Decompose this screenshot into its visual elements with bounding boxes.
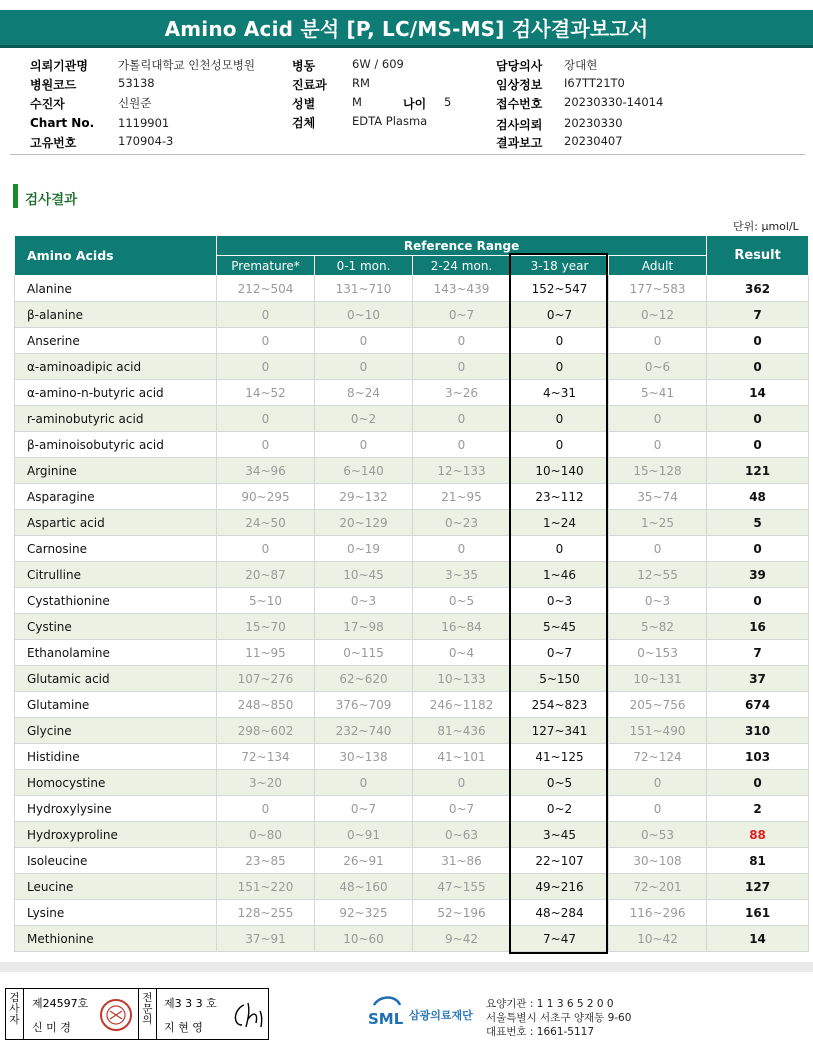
lab-logo [366,993,481,1033]
amino-acid-name: Aspartic acid [15,510,217,536]
info-right-3-label: 검사의뢰 [496,118,543,132]
reference-value: 23~112 [511,484,609,510]
reference-value: 0~7 [511,640,609,666]
result-value: 0 [707,328,809,354]
amino-acid-name: Glutamic acid [15,666,217,692]
tester-name: 신 미 경 [32,1021,71,1034]
reference-value: 72~124 [609,744,707,770]
reference-value: 0 [609,770,707,796]
reference-value: 49~216 [511,874,609,900]
reference-value: 47~155 [413,874,511,900]
reference-value: 0~7 [315,796,413,822]
signature-box [5,988,269,1040]
section-marker [13,184,18,208]
reference-value: 177~583 [609,276,707,302]
result-value: 121 [707,458,809,484]
reference-value: 0 [511,406,609,432]
reference-value: 0~19 [315,536,413,562]
amino-acid-name: Histidine [15,744,217,770]
table-row [15,432,809,458]
table-row [15,796,809,822]
amino-acid-name: Cystathionine [15,588,217,614]
reference-value: 62~620 [315,666,413,692]
info-right-0-label: 담당의사 [496,59,543,73]
info-left-0-label: 의뢰기관명 [30,59,88,73]
reference-value: 0~6 [609,354,707,380]
reference-value: 37~91 [217,926,315,952]
table-row [15,770,809,796]
amino-acid-name: Arginine [15,458,217,484]
table-row [15,926,809,952]
reference-value: 116~296 [609,900,707,926]
specialist-label: 전문의 [139,989,157,1039]
result-value: 81 [707,848,809,874]
table-row [15,536,809,562]
result-value: 310 [707,718,809,744]
reference-value: 20~129 [315,510,413,536]
info-mid-3-label: 검체 [292,116,316,130]
reference-value: 0 [511,536,609,562]
specialist-name: 지 현 영 [164,1021,203,1034]
results-table [14,235,809,952]
info-left-4-label: 고유번호 [30,136,77,150]
col-header-reference-range: Reference Range [217,236,707,256]
sub-header-3: 3-18 year [511,256,609,276]
reference-value: 0~23 [413,510,511,536]
result-value: 362 [707,276,809,302]
result-value: 39 [707,562,809,588]
reference-value: 0 [217,536,315,562]
result-value: 0 [707,354,809,380]
reference-value: 0 [609,328,707,354]
reference-value: 6~140 [315,458,413,484]
amino-acid-name: Glutamine [15,692,217,718]
unit-label: 단위: μmol/L [733,220,799,233]
reference-value: 3~35 [413,562,511,588]
result-value: 0 [707,536,809,562]
result-value: 7 [707,302,809,328]
reference-value: 0~7 [413,796,511,822]
reference-value: 0~5 [413,588,511,614]
amino-acid-name: β-aminoisobutyric acid [15,432,217,458]
reference-value: 254~823 [511,692,609,718]
reference-value: 0~7 [413,302,511,328]
reference-value: 35~74 [609,484,707,510]
tester-license: 제24597호 [32,997,89,1010]
sml-logo-icon [366,993,406,1033]
reference-value: 0 [413,328,511,354]
info-right-0-value: 장대현 [564,58,598,72]
reference-value: 0 [217,406,315,432]
info-left-2-label: 수진자 [30,97,65,111]
reference-value: 151~220 [217,874,315,900]
reference-value: 0~2 [315,406,413,432]
amino-acid-name: Alanine [15,276,217,302]
reference-value: 298~602 [217,718,315,744]
reference-value: 8~24 [315,380,413,406]
reference-value: 15~70 [217,614,315,640]
lab-info [486,997,631,1039]
col-header-amino-acids: Amino Acids [15,236,217,276]
amino-acid-name: Methionine [15,926,217,952]
reference-value: 0~3 [511,588,609,614]
reference-value: 0 [413,354,511,380]
reference-value: 0 [315,354,413,380]
table-row [15,900,809,926]
amino-acid-name: Ethanolamine [15,640,217,666]
reference-value: 10~131 [609,666,707,692]
info-right-4-label: 결과보고 [496,136,543,150]
info-left-4-value: 170904-3 [118,134,174,148]
reference-value: 81~436 [413,718,511,744]
reference-value: 0 [315,770,413,796]
reference-value: 0~2 [511,796,609,822]
result-value: 0 [707,770,809,796]
reference-value: 16~84 [413,614,511,640]
reference-value: 0~4 [413,640,511,666]
table-row [15,874,809,900]
reference-value: 1~25 [609,510,707,536]
reference-value: 0 [413,536,511,562]
reference-value: 4~31 [511,380,609,406]
reference-value: 3~20 [217,770,315,796]
footer-band [0,962,813,972]
reference-value: 0~80 [217,822,315,848]
table-row [15,718,809,744]
reference-value: 5~41 [609,380,707,406]
reference-value: 14~52 [217,380,315,406]
result-value: 14 [707,380,809,406]
reference-value: 232~740 [315,718,413,744]
reference-value: 246~1182 [413,692,511,718]
seal-stamp [98,997,134,1033]
reference-value: 9~42 [413,926,511,952]
logo-text: SML [368,1010,404,1028]
reference-value: 5~45 [511,614,609,640]
reference-value: 0~115 [315,640,413,666]
sub-header-1: 0-1 mon. [315,256,413,276]
reference-value: 0 [315,432,413,458]
amino-acid-name: Citrulline [15,562,217,588]
reference-value: 0 [609,406,707,432]
reference-value: 48~284 [511,900,609,926]
reference-value: 0~5 [511,770,609,796]
table-row [15,484,809,510]
info-mid-0-value: 6W / 609 [352,57,404,71]
amino-acid-name: Lysine [15,900,217,926]
tester-label: 검사자 [6,989,24,1039]
reference-value: 0 [217,328,315,354]
result-value: 127 [707,874,809,900]
table-row [15,822,809,848]
reference-value: 22~107 [511,848,609,874]
info-right-2-label: 접수번호 [496,97,543,111]
reference-value: 92~325 [315,900,413,926]
info-age-label: 나이 [403,97,427,111]
lab-code: 요양기관 : 1 1 3 6 5 2 0 0 [486,998,614,1010]
reference-value: 10~60 [315,926,413,952]
reference-value: 90~295 [217,484,315,510]
reference-value: 1~24 [511,510,609,536]
reference-value: 0 [217,796,315,822]
amino-acid-name: Asparagine [15,484,217,510]
amino-acid-name: Hydroxylysine [15,796,217,822]
info-divider [10,154,805,155]
info-mid-1-value: RM [352,76,370,90]
result-value: 2 [707,796,809,822]
reference-value: 41~125 [511,744,609,770]
reference-value: 0~10 [315,302,413,328]
reference-value: 0~53 [609,822,707,848]
reference-value: 10~42 [609,926,707,952]
table-row [15,614,809,640]
reference-value: 0~63 [413,822,511,848]
reference-value: 131~710 [315,276,413,302]
result-value: 674 [707,692,809,718]
reference-value: 72~134 [217,744,315,770]
reference-value: 107~276 [217,666,315,692]
amino-acid-name: β-alanine [15,302,217,328]
reference-value: 20~87 [217,562,315,588]
reference-value: 23~85 [217,848,315,874]
reference-value: 152~547 [511,276,609,302]
amino-acid-name: Leucine [15,874,217,900]
reference-value: 0 [511,432,609,458]
reference-value: 376~709 [315,692,413,718]
signature [228,997,268,1033]
amino-acid-name: Glycine [15,718,217,744]
reference-value: 0~7 [511,302,609,328]
reference-value: 1~46 [511,562,609,588]
reference-value: 0~3 [609,588,707,614]
reference-value: 0 [413,770,511,796]
info-left-1-value: 53138 [118,76,155,90]
info-right-4-value: 20230407 [564,134,623,148]
info-left-3-label: Chart No. [30,116,95,130]
reference-value: 0 [609,536,707,562]
reference-value: 127~341 [511,718,609,744]
sub-header-2: 2-24 mon. [413,256,511,276]
reference-value: 12~55 [609,562,707,588]
reference-value: 41~101 [413,744,511,770]
reference-value: 34~96 [217,458,315,484]
info-right-2-value: 20230330-14014 [564,95,664,109]
info-left-1-label: 병원코드 [30,78,77,92]
report-header [0,10,813,48]
amino-acid-name: Isoleucine [15,848,217,874]
reference-value: 0~3 [315,588,413,614]
table-row [15,458,809,484]
table-row [15,744,809,770]
table-row [15,406,809,432]
result-value: 88 [707,822,809,848]
result-value: 161 [707,900,809,926]
reference-value: 29~132 [315,484,413,510]
result-value: 103 [707,744,809,770]
amino-acid-name: Hydroxyproline [15,822,217,848]
reference-value: 10~45 [315,562,413,588]
result-value: 37 [707,666,809,692]
reference-value: 0~153 [609,640,707,666]
lab-address: 서울특별시 서초구 양재동 9-60 [486,1012,632,1024]
reference-value: 0 [511,354,609,380]
result-value: 0 [707,588,809,614]
table-row [15,354,809,380]
reference-value: 31~86 [413,848,511,874]
result-value: 0 [707,432,809,458]
reference-value: 143~439 [413,276,511,302]
col-header-result: Result [707,236,809,276]
info-right-3-value: 20230330 [564,116,623,130]
reference-value: 10~133 [413,666,511,692]
reference-value: 5~150 [511,666,609,692]
reference-value: 205~756 [609,692,707,718]
table-row [15,380,809,406]
reference-value: 0 [217,302,315,328]
reference-value: 0 [609,432,707,458]
amino-acid-name: Anserine [15,328,217,354]
sub-header-0: Premature* [217,256,315,276]
table-row [15,276,809,302]
table-row [15,328,809,354]
reference-value: 15~128 [609,458,707,484]
amino-acid-name: α-amino-n-butyric acid [15,380,217,406]
table-row [15,692,809,718]
info-mid-2-value: M [352,95,362,109]
info-mid-1-label: 진료과 [292,78,327,92]
reference-value: 0 [315,328,413,354]
reference-value: 212~504 [217,276,315,302]
info-left-2-value: 신원준 [118,96,152,110]
reference-value: 0~12 [609,302,707,328]
table-row [15,562,809,588]
amino-acid-name: Homocystine [15,770,217,796]
table-row [15,640,809,666]
result-value: 5 [707,510,809,536]
info-age-value: 5 [444,95,452,109]
reference-value: 10~140 [511,458,609,484]
reference-value: 5~10 [217,588,315,614]
result-value: 14 [707,926,809,952]
reference-value: 30~108 [609,848,707,874]
reference-value: 128~255 [217,900,315,926]
result-value: 16 [707,614,809,640]
table-row [15,510,809,536]
amino-acid-name: α-aminoadipic acid [15,354,217,380]
result-value: 7 [707,640,809,666]
info-left-0-value: 가톨릭대학교 인천성모병원 [118,58,255,72]
reference-value: 0 [413,406,511,432]
report-title: Amino Acid 분석 [P, LC/MS-MS] 검사결과보고서 [164,17,649,41]
table-row [15,848,809,874]
reference-value: 26~91 [315,848,413,874]
table-row [15,302,809,328]
reference-value: 21~95 [413,484,511,510]
specialist-license: 제3 3 3 호 [164,997,217,1010]
amino-acid-name: Carnosine [15,536,217,562]
info-right-1-value: I67TT21T0 [564,76,625,90]
reference-value: 17~98 [315,614,413,640]
reference-value: 24~50 [217,510,315,536]
reference-value: 0~91 [315,822,413,848]
result-value: 0 [707,406,809,432]
lab-phone: 대표번호 : 1661-5117 [486,1026,595,1038]
reference-value: 0 [511,328,609,354]
reference-value: 7~47 [511,926,609,952]
reference-value: 12~133 [413,458,511,484]
reference-value: 11~95 [217,640,315,666]
reference-value: 48~160 [315,874,413,900]
section-title: 검사결과 [25,192,78,208]
reference-value: 0 [217,432,315,458]
reference-value: 52~196 [413,900,511,926]
info-right-1-label: 임상정보 [496,78,543,92]
reference-value: 0 [609,796,707,822]
table-row [15,588,809,614]
sub-header-4: Adult [609,256,707,276]
info-mid-2-label: 성별 [292,97,316,111]
reference-value: 72~201 [609,874,707,900]
reference-value: 0 [217,354,315,380]
info-mid-3-value: EDTA Plasma [352,114,428,128]
amino-acid-name: r-aminobutyric acid [15,406,217,432]
reference-value: 248~850 [217,692,315,718]
logo-name: 삼광의료재단 [409,1009,473,1022]
amino-acid-name: Cystine [15,614,217,640]
table-row [15,666,809,692]
reference-value: 3~26 [413,380,511,406]
reference-value: 5~82 [609,614,707,640]
info-mid-0-label: 병동 [292,59,316,73]
reference-value: 151~490 [609,718,707,744]
reference-value: 3~45 [511,822,609,848]
reference-value: 30~138 [315,744,413,770]
result-value: 48 [707,484,809,510]
info-left-3-value: 1119901 [118,116,170,130]
reference-value: 0 [413,432,511,458]
